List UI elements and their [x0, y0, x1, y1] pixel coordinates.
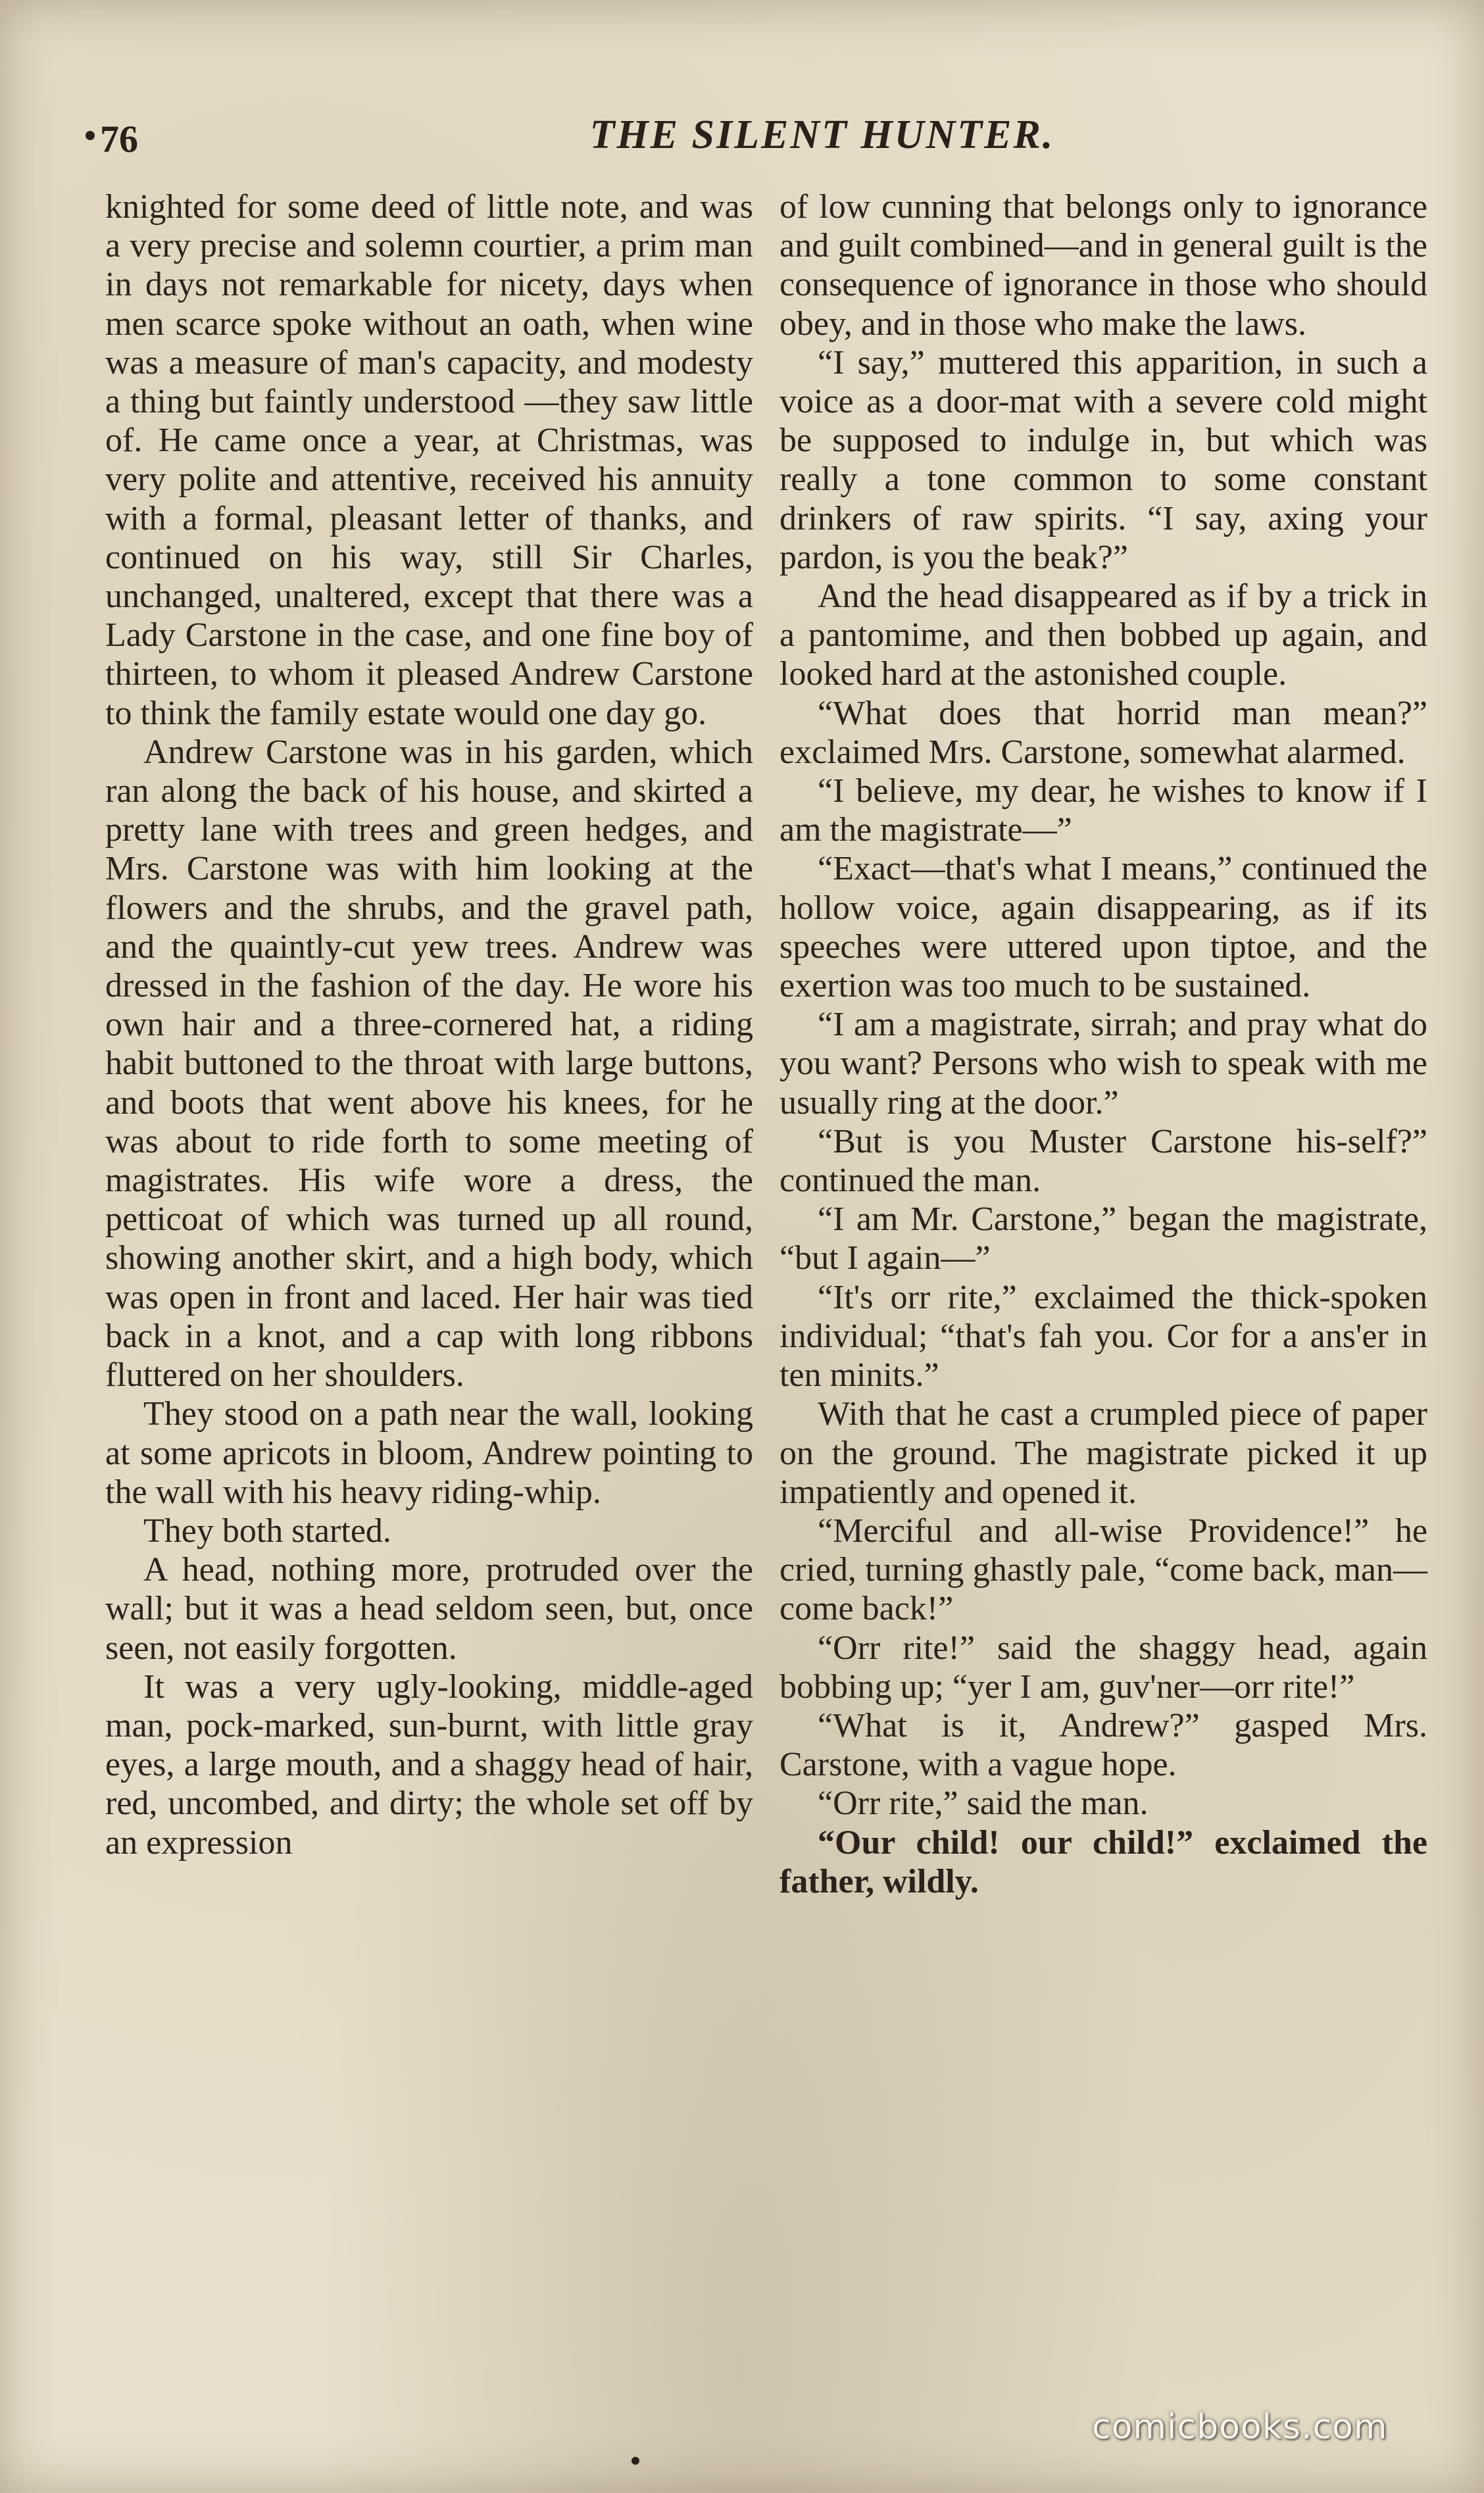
- paragraph: And the head disappeared as if by a trick in a pantomime, and then bobbed up again, and looked hard at the astonished couple.: [779, 578, 1427, 693]
- paragraph: “I am a magistrate, sirrah; and pray what do you want? Persons who wish to speak with me usually ring at the door.”: [779, 1006, 1427, 1122]
- paragraph: “I say,” muttered this apparition, in such a voice as a door-mat with a severe cold might be supposed to indulge in, but which was really a tone common to some constant drinkers of raw spirits. “I say, axing your pardon, is you the beak?”: [779, 343, 1427, 576]
- running-title: THE SILENT HUNTER.: [589, 112, 1055, 157]
- paragraph: “Exact—that's what I means,” continued the hollow voice, again disappearing, as if its speeches were uttered upon tiptoe, and the exertion was too much to be sustained.: [779, 850, 1427, 1005]
- paragraph: It was a very ugly-looking, middle-aged man, pock-marked, sun-burnt, with little gray eyes, a large mouth, and a shaggy head of hair, red, uncombed, and dirty; the whole set off by an expression: [105, 1667, 753, 1862]
- paragraph: With that he cast a crumpled piece of paper on the ground. The magistrate picked it up impatiently and opened it.: [779, 1395, 1427, 1511]
- left-column: [105, 187, 753, 1862]
- paragraph: Andrew Carstone was in his garden, which ran along the back of his house, and skirted a pretty lane with trees and green hedges, and Mrs. Carstone was with him looking at the flowers and the shrubs, and the gravel path, and the quaintly-cut yew trees. Andrew was dressed in the fashion of the day. He wore his own hair and a three-cornered hat, a riding habit buttoned to the throat with large buttons, and boots that went above his knees, for he was about to ride forth to some meeting of magistrates. His wife wore a dress, the petticoat of which was turned up all round, showing another skirt, and a high body, which was open in front and laced. Her hair was tied back in a knot, and a cap with long ribbons fluttered on her shoulders.: [105, 733, 753, 1395]
- paragraph: “It's orr rite,” exclaimed the thick-spoken individual; “that's fah you. Cor for a ans'er in ten minits.”: [779, 1278, 1427, 1395]
- paragraph: “Our child! our child!” exclaimed the father, wildly.: [779, 1823, 1427, 1900]
- page-number: 76: [86, 117, 138, 161]
- paragraph: “Orr rite,” said the man.: [818, 1785, 1149, 1823]
- paragraph: of low cunning that belongs only to ignorance and guilt combined—and in general guilt is the consequence of ignorance in those who should obey, and in those who make the laws.: [779, 188, 1427, 343]
- paragraph: knighted for some deed of little note, and was a very precise and solemn courtier, a prim man in days not remarkable for nicety, days when men scarce spoke without an oath, when wine was a measure of man's capacity, and modesty a thing but faintly understood —they saw little of. He came once a year, at Christmas, was very polite and attentive, received his annuity with a formal, pleasant letter of thanks, and continued on his way, still Sir Charles, unchanged, unaltered, except that there was a Lady Carstone in the case, and one fine boy of thirteen, to whom it pleased Andrew Carstone to think the family estate would one day go.: [105, 188, 753, 732]
- paragraph: “Merciful and all-wise Providence!” he cried, turning ghastly pale, “come back, man—come back!”: [779, 1512, 1427, 1628]
- paragraph: “What is it, Andrew?” gasped Mrs. Carstone, with a vague hope.: [779, 1706, 1427, 1784]
- paragraph: “Orr rite!” said the shaggy head, again bobbing up; “yer I am, guv'ner—orr rite!”: [779, 1629, 1427, 1706]
- right-column: [779, 187, 1427, 1901]
- watermark: comicbooks.com: [1092, 2407, 1388, 2447]
- paragraph: “What does that horrid man mean?” exclaimed Mrs. Carstone, somewhat alarmed.: [779, 694, 1427, 771]
- paragraph: “I am Mr. Carstone,” began the magistrate, “but I again—”: [779, 1200, 1427, 1277]
- footer-ornament: [631, 2457, 639, 2465]
- paragraph: They stood on a path near the wall, looking at some apricots in bloom, Andrew pointing to the wall with his heavy riding-whip.: [105, 1395, 753, 1511]
- paragraph: A head, nothing more, protruded over the wall; but it was a head seldom seen, but, once seen, not easily forgotten.: [105, 1551, 753, 1667]
- paragraph: They both started.: [143, 1512, 391, 1550]
- page-header: [86, 112, 1427, 171]
- paragraph: “I believe, my dear, he wishes to know if I am the magistrate—”: [779, 772, 1427, 849]
- paragraph: “But is you Muster Carstone his-self?” continued the man.: [779, 1122, 1427, 1200]
